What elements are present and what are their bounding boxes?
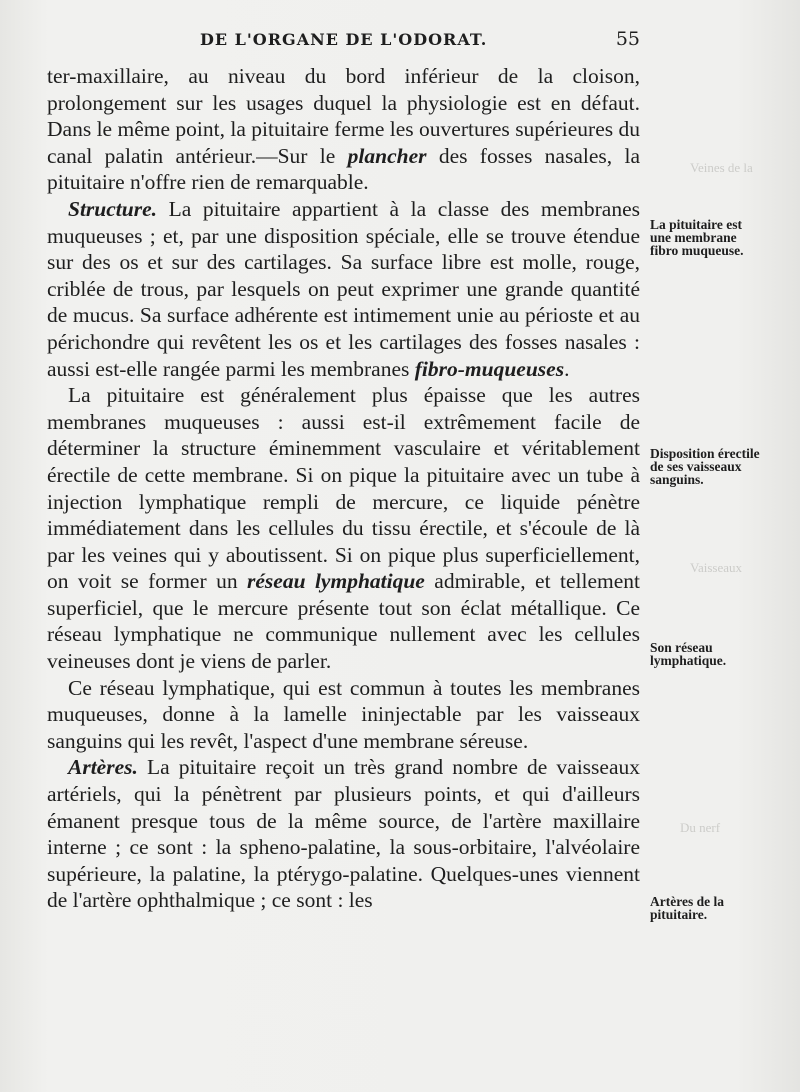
section-heading-structure: Structure. — [68, 196, 158, 221]
section-heading-arteres: Artères. — [68, 755, 138, 780]
paragraph-arteres — [47, 754, 640, 914]
show-through-text: Veines de la — [690, 160, 753, 175]
paragraph-reseau — [47, 675, 640, 755]
body-text — [47, 63, 640, 914]
text-run: . — [564, 356, 570, 381]
running-title: DE L'ORGANE DE L'ODORAT. — [200, 30, 488, 49]
text-run: La pituitaire est généralement plus épaisse que les autres membranes muqueuses : aussi est-il extrêmement facile de déterminer la structure éminemment vasculaire et véritablement érectile de cette membrane. Si on pique la pituitaire avec un tube à injection lymphatique rempli de mercure, ce liquide pénètre immédiatement dans les cellules du tissu érectile, et s'écoule de là par les veines qui y aboutissent. Si on pique plus superficiellement, on voit se former un — [47, 383, 640, 594]
emphasis-plancher: plancher — [347, 143, 427, 168]
paragraph-continuation — [47, 63, 640, 196]
margin-note-fibro-muqueuse: La pituitaire est une membrane fibro muqueuse. — [650, 217, 744, 258]
emphasis-reseau-lymphatique: réseau lymphatique — [247, 569, 425, 594]
text-run: La pituitaire reçoit un très grand nombre de vaisseaux artériels, qui la pénètrent par plusieurs points, et qui d'ailleurs émanent presque tous de la même source, de l'artère maxillaire interne ; ce sont : la spheno-palatine, la sous-orbitaire, l'alvéolaire supérieure, la palatine, la ptérygo-palatine. Quelques-unes viennent de l'artère ophthalmique ; ce sont : les — [47, 755, 640, 913]
margin-note-reseau-lymphatique: Son réseau lymphatique. — [650, 640, 727, 668]
paragraph-erectile — [47, 382, 640, 675]
emphasis-fibro-muqueuses: fibro-muqueuses — [414, 356, 565, 381]
running-head — [200, 30, 640, 56]
text-run: ter-maxillaire, au niveau du bord inférieur de la cloison, prolongement sur les usages duquel la physiologie est en défaut. Dans le même point, la pituitaire ferme les ouvertures supérieures du canal palatin antérieur.—Sur le — [47, 64, 640, 168]
margin-note-arteres: Artères de la pituitaire. — [650, 894, 724, 922]
text-run: admirable, et tellement superficiel, que le mercure présente tout son éclat métallique. Ce réseau lymphatique ne communique nullement avec les cellules veineuses dont je viens de parler. — [47, 569, 640, 674]
text-run: La pituitaire appartient à la classe des membranes muqueuses ; et, par une disposition spéciale, elle se trouve étendue sur des os et sur des cartilages. Sa surface libre est molle, rouge, criblée de trous, par lesquels on peut exprimer une grande quantité de mucus. Sa surface adhérente est intimement unie au périoste et au périchondre qui revêtent les os et les cartilages des fosses nasales : aussi est-elle rangée parmi les membranes — [47, 196, 640, 381]
show-through-text: Vaisseaux — [690, 560, 742, 575]
show-through-text: Du nerf — [680, 820, 721, 835]
page-number: 55 — [615, 28, 640, 50]
paragraph-structure — [47, 196, 640, 382]
text-run: des fosses nasales, la pituitaire n'offre rien de remarquable. — [47, 143, 640, 195]
margin-note-disposition-erectile: Disposition érectile de ses vaisseaux sanguins. — [650, 446, 760, 487]
text-run: Ce réseau lymphatique, qui est commun à toutes les membranes muqueuses, donne à la lamelle ininjectable par les vaisseaux sanguins qui les revêt, l'aspect d'une membrane séreuse. — [47, 675, 640, 753]
